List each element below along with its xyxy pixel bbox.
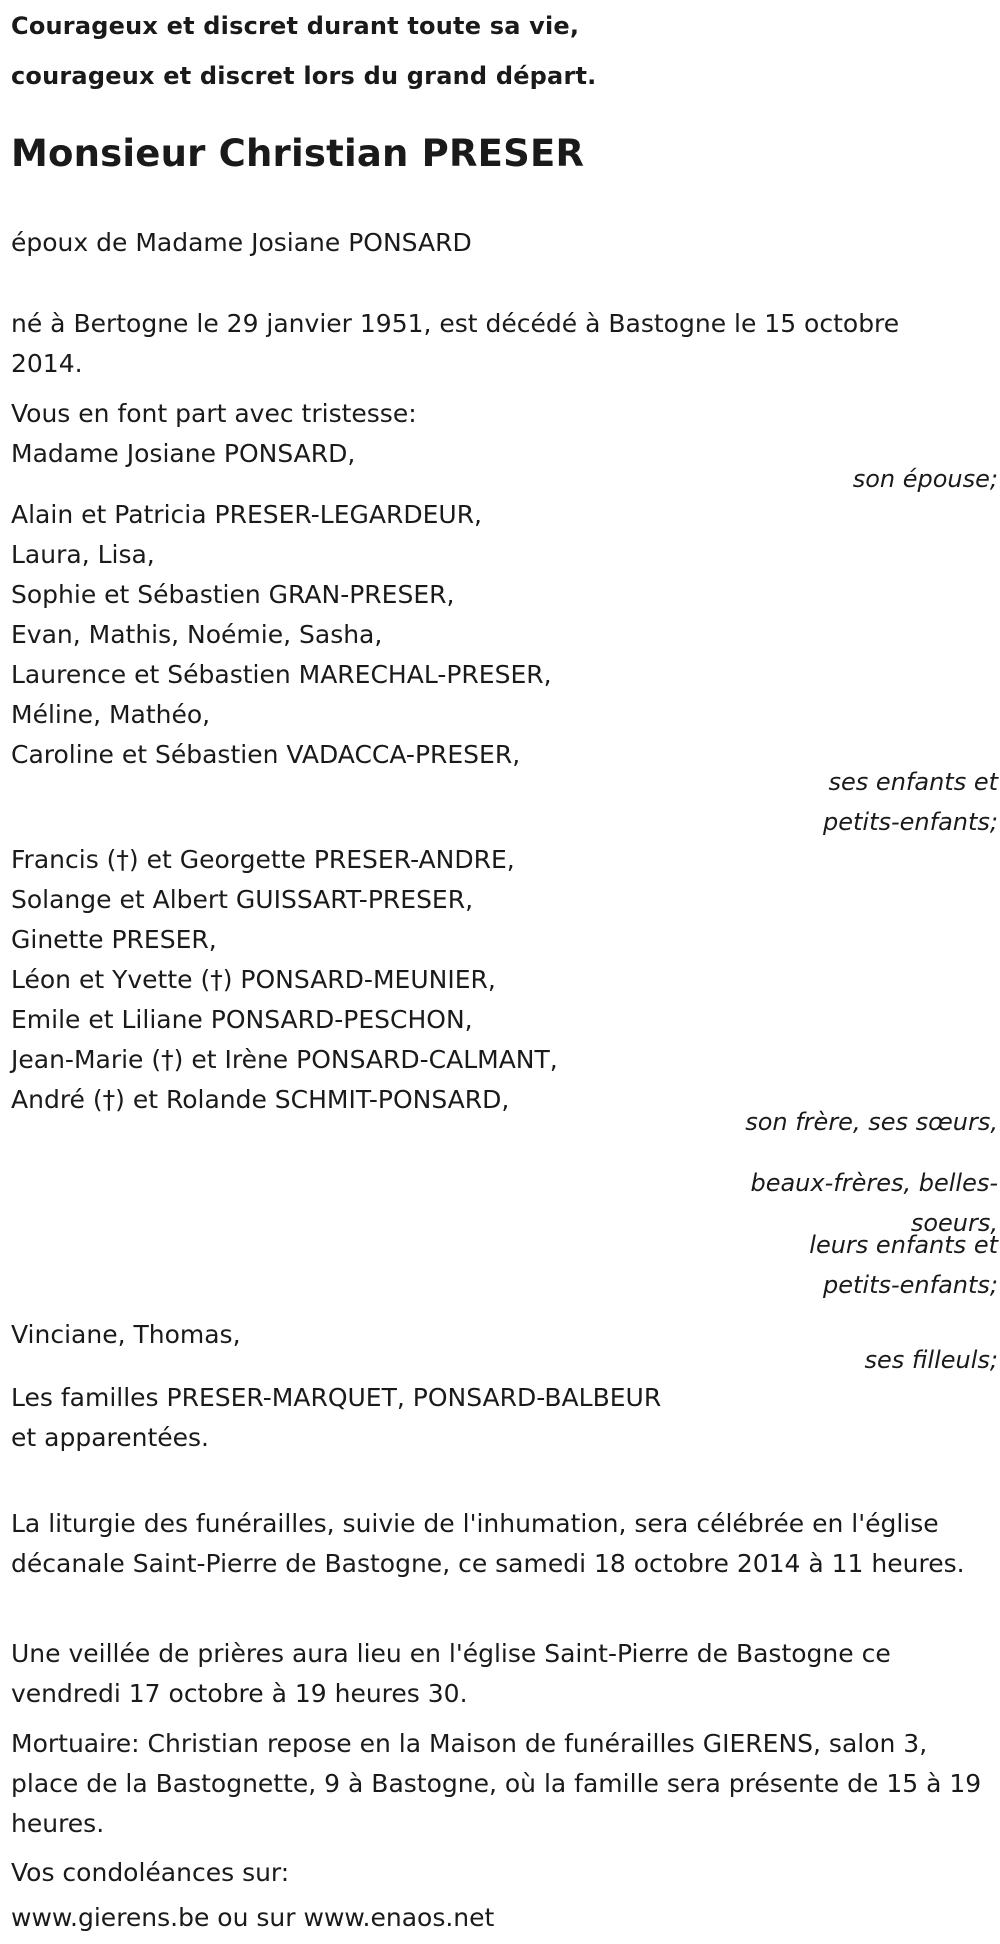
relation-children-line-1: ses enfants et — [828, 768, 998, 796]
family-name: Evan, Mathis, Noémie, Sasha, — [11, 620, 383, 649]
family-name: Madame Josiane PONSARD, — [11, 439, 356, 468]
motto-line-1: Courageux et discret durant toute sa vie, — [11, 12, 580, 40]
condolences-links[interactable]: www.gierens.be ou sur www.enaos.net — [11, 1903, 495, 1932]
relation-siblings-line-3: leurs enfants et petits-enfants; — [809, 1231, 998, 1299]
birth-death-line: né à Bertogne le 29 janvier 1951, est décédé à Bastogne le 15 octobre 2014. — [11, 309, 900, 378]
family-group-children — [11, 495, 552, 775]
relation-siblings-line-2: beaux-frères, belles-soeurs, — [750, 1169, 998, 1237]
deceased-name: Monsieur Christian PRESER — [11, 132, 585, 175]
family-name: Solange et Albert GUISSART-PRESER, — [11, 885, 474, 914]
family-name: Emile et Liliane PONSARD-PESCHON, — [11, 1005, 473, 1034]
relation-siblings-line-1: son frère, ses sœurs, — [745, 1108, 998, 1136]
announcement-intro: Vous en font part avec tristesse: — [11, 399, 417, 428]
family-group-godchildren — [11, 1315, 241, 1355]
relation-spouse: son épouse; — [852, 465, 998, 493]
family-name: Laura, Lisa, — [11, 540, 155, 569]
family-name: Alain et Patricia PRESER-LEGARDEUR, — [11, 500, 483, 529]
mortuary-text: Mortuaire: Christian repose en la Maison de funérailles GIERENS, salon 3, place de la Bastognette, 9 à Bastogne, où la famille sera présente de 15 à 19 heures. — [11, 1729, 982, 1838]
family-name: Sophie et Sébastien GRAN-PRESER, — [11, 580, 455, 609]
family-group-spouse — [11, 434, 355, 474]
relation-godchildren: ses filleuls; — [864, 1346, 998, 1374]
families-line-2: et apparentées. — [11, 1423, 209, 1452]
family-name: Léon et Yvette (†) PONSARD-MEUNIER, — [11, 965, 496, 994]
family-name: Ginette PRESER, — [11, 925, 217, 954]
family-name: Méline, Mathéo, — [11, 700, 211, 729]
family-name: Vinciane, Thomas, — [11, 1320, 241, 1349]
families-line: Les familles PRESER-MARQUET, PONSARD-BALBEUR — [11, 1383, 662, 1412]
family-group-siblings — [11, 840, 558, 1120]
relation-children-line-2: petits-enfants; — [823, 808, 998, 836]
family-name: Caroline et Sébastien VADACCA-PRESER, — [11, 740, 521, 769]
motto-line-2: courageux et discret lors du grand départ. — [11, 62, 597, 90]
obituary-page — [11, 0, 1000, 1944]
family-name: Jean-Marie (†) et Irène PONSARD-CALMANT, — [11, 1045, 558, 1074]
family-name: Francis (†) et Georgette PRESER-ANDRE, — [11, 845, 515, 874]
family-name: André (†) et Rolande SCHMIT-PONSARD, — [11, 1085, 510, 1114]
condolences-intro: Vos condoléances sur: — [11, 1858, 290, 1887]
vigil-text: Une veillée de prières aura lieu en l'église Saint-Pierre de Bastogne ce vendredi 17 octobre à 19 heures 30. — [11, 1639, 891, 1708]
spouse-line: époux de Madame Josiane PONSARD — [11, 228, 472, 257]
funeral-text: La liturgie des funérailles, suivie de l'inhumation, sera célébrée en l'église décanale Saint-Pierre de Bastogne, ce samedi 18 octobre 2014 à 11 heures. — [11, 1509, 965, 1578]
family-name: Laurence et Sébastien MARECHAL-PRESER, — [11, 660, 552, 689]
